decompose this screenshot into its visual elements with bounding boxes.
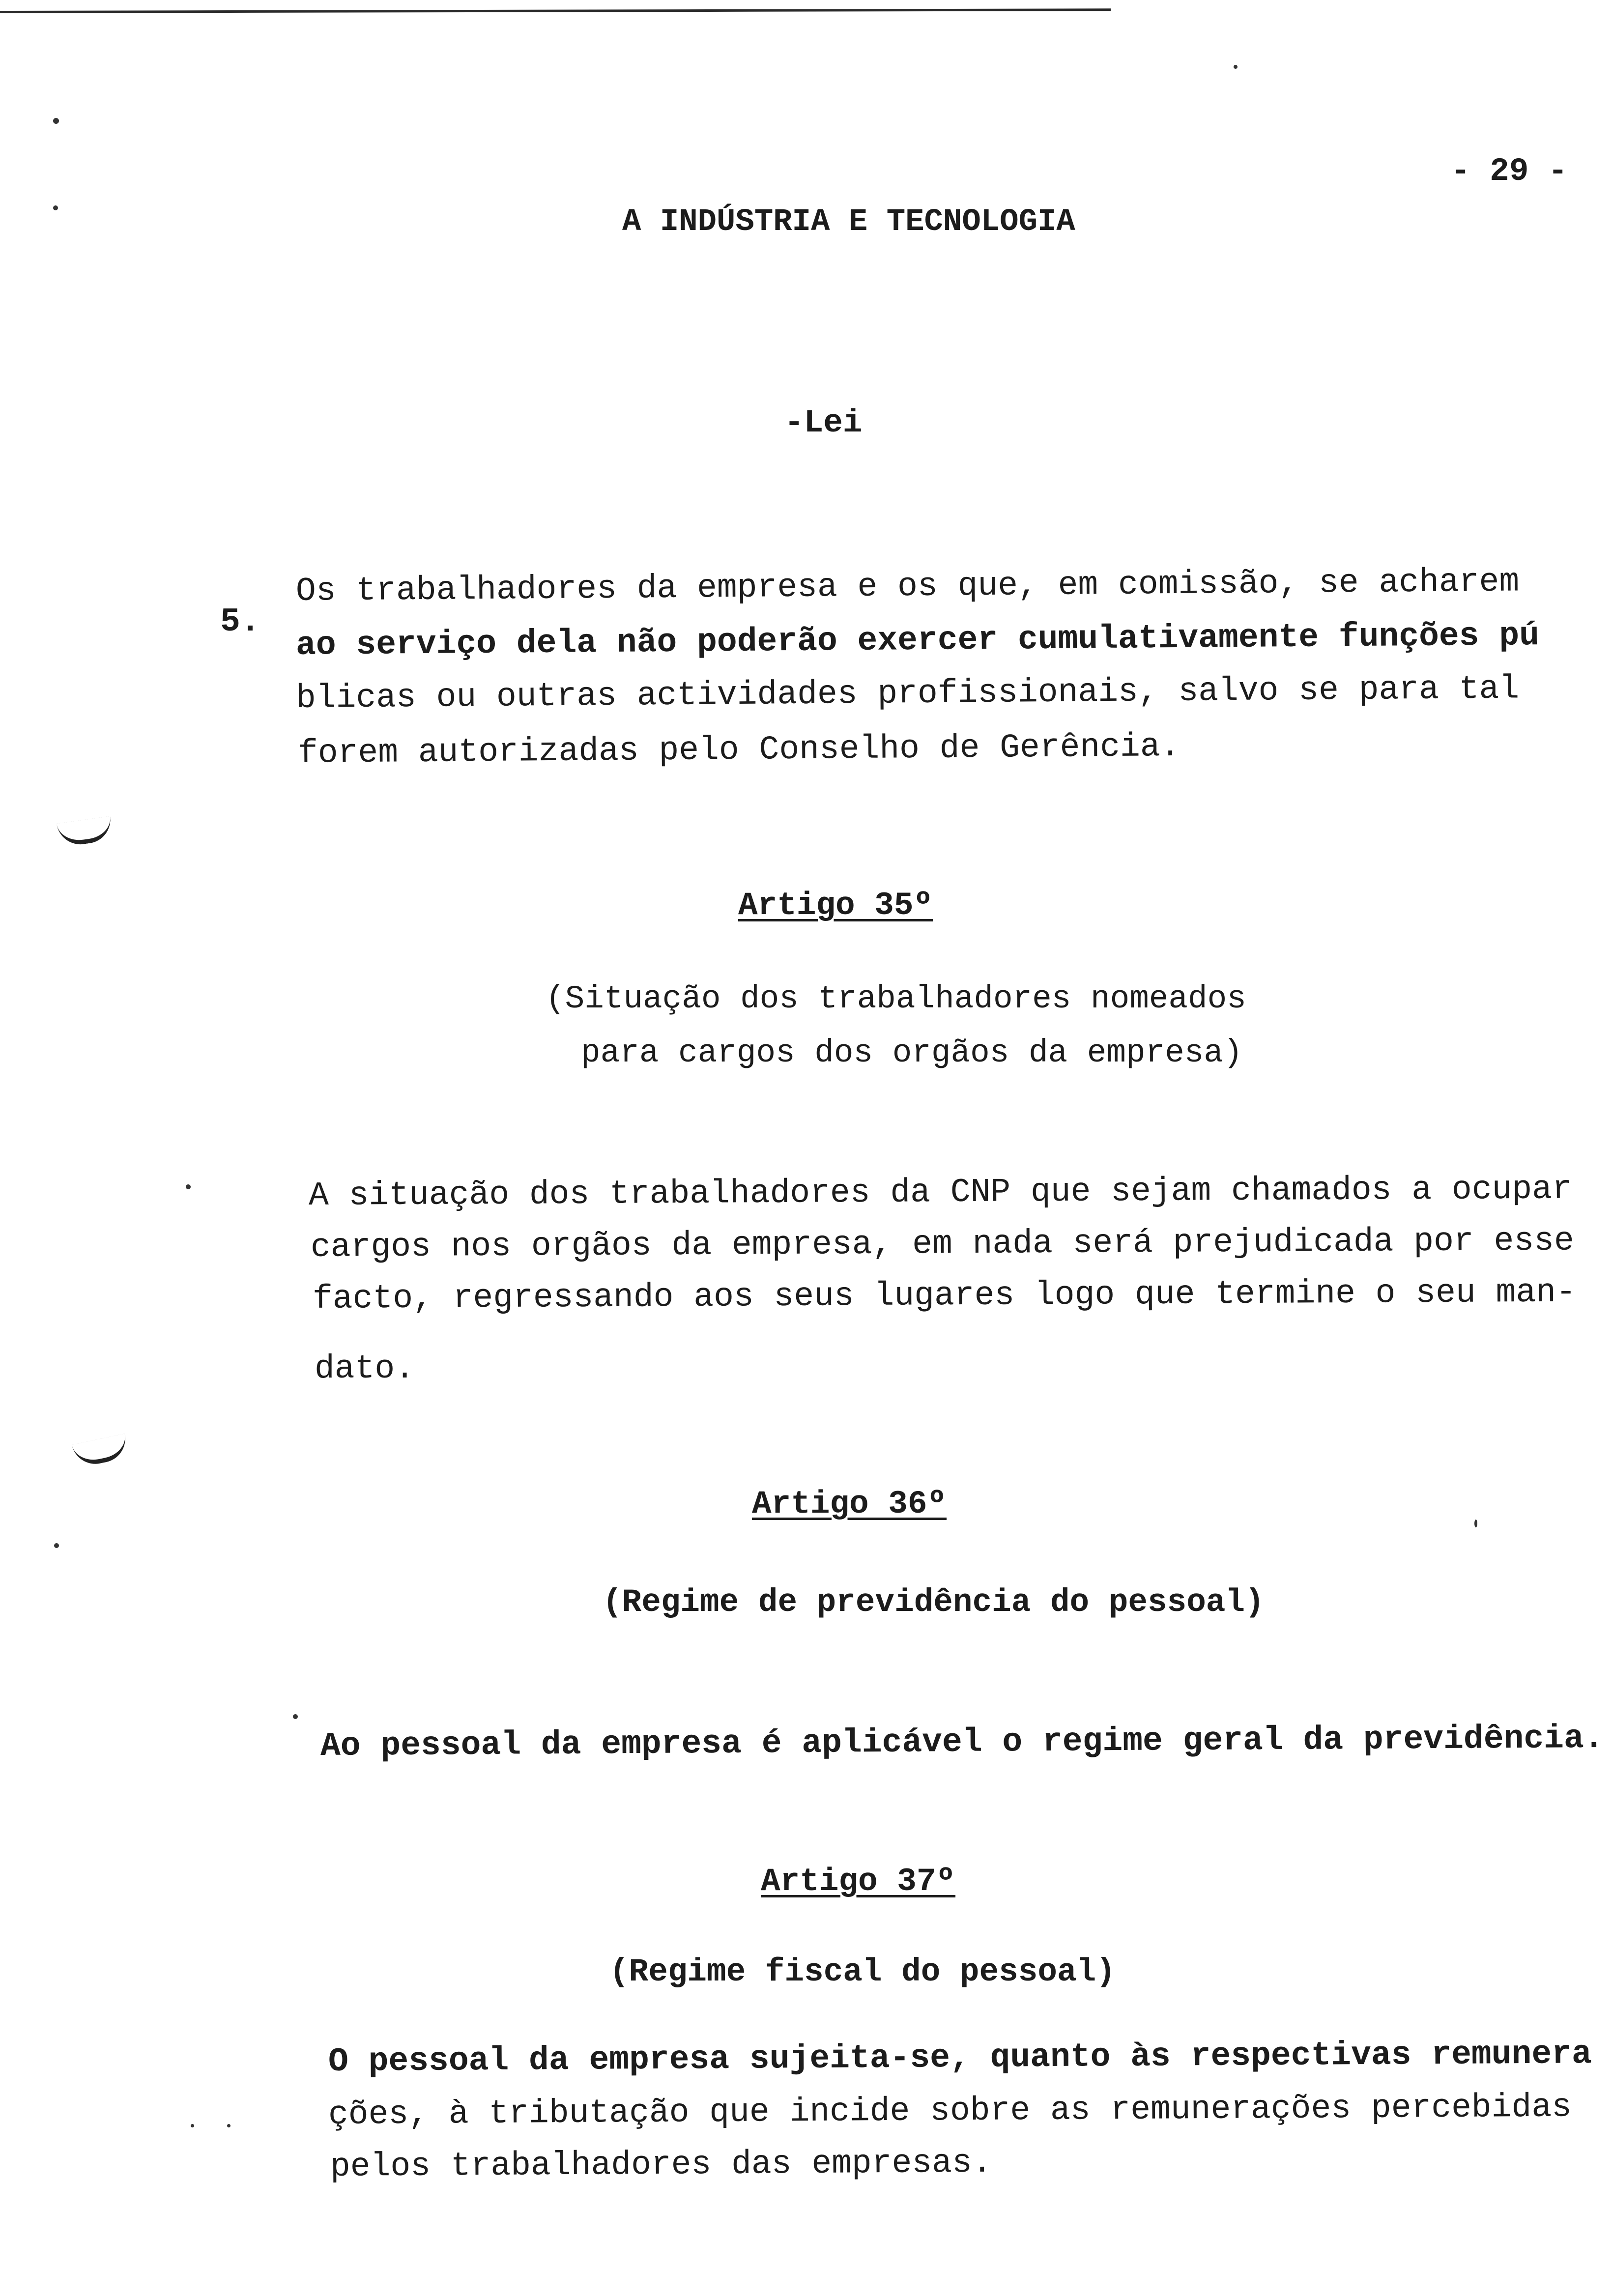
item5-line: forem autorizadas pelo Conselho de Gerência. xyxy=(297,727,1180,773)
page-title: A INDÚSTRIA E TECNOLOGIA xyxy=(622,204,1075,240)
scan-speck xyxy=(191,2124,194,2127)
scan-speck xyxy=(1234,65,1238,69)
article-title: Artigo 36º xyxy=(752,1486,947,1522)
article-body-line: pelos trabalhadores das empresas. xyxy=(330,2144,992,2186)
article-body-line: Ao pessoal da empresa é aplicável o regime geral da previdência. xyxy=(320,1720,1604,1765)
article-title: Artigo 37º xyxy=(761,1863,956,1900)
article-body-line: O pessoal da empresa sujeita-se, quanto às respectivas remunera xyxy=(328,2035,1592,2081)
scan-speck xyxy=(53,205,58,210)
scan-speck xyxy=(1474,1520,1477,1527)
article-body-line: facto, regressando aos seus lugares logo que termine o seu man- xyxy=(312,1273,1576,1318)
scan-speck xyxy=(54,1543,59,1548)
article-body-line: dato. xyxy=(315,1350,415,1388)
article-body-line: ções, à tributação que incide sobre as remunerações percebidas xyxy=(328,2088,1572,2134)
article-subtitle: (Situação dos trabalhadores nomeados xyxy=(546,980,1246,1017)
item5-line: Os trabalhadores da empresa e os que, em comissão, se acharem xyxy=(295,563,1520,610)
scan-speck xyxy=(227,2124,230,2127)
article-subtitle: para cargos dos orgãos da empresa) xyxy=(581,1034,1243,1071)
article-body-line: A situação dos trabalhadores da CNP que sejam chamados a ocupar xyxy=(308,1170,1572,1215)
top-rule xyxy=(0,8,1111,13)
article-subtitle: (Regime fiscal do pessoal) xyxy=(609,1953,1116,1990)
item5-line: blicas ou outras actividades profissionais, salvo se para tal xyxy=(295,670,1520,718)
section-heading: -Lei xyxy=(784,404,863,441)
scan-mark xyxy=(72,1434,130,1468)
item5-line: ao serviço dela não poderão exercer cumulativamente funções pú xyxy=(295,617,1540,664)
scan-mark xyxy=(57,816,114,848)
scan-speck xyxy=(293,1714,298,1719)
page-number: - 29 - xyxy=(1451,153,1568,190)
article-title: Artigo 35º xyxy=(738,887,933,924)
item-number: 5. xyxy=(220,603,260,641)
article-body-line: cargos nos orgãos da empresa, em nada será prejudicada por esse xyxy=(310,1222,1574,1266)
article-subtitle: (Regime de previdência do pessoal) xyxy=(603,1584,1265,1621)
scan-speck xyxy=(53,118,59,124)
scan-speck xyxy=(186,1184,191,1189)
